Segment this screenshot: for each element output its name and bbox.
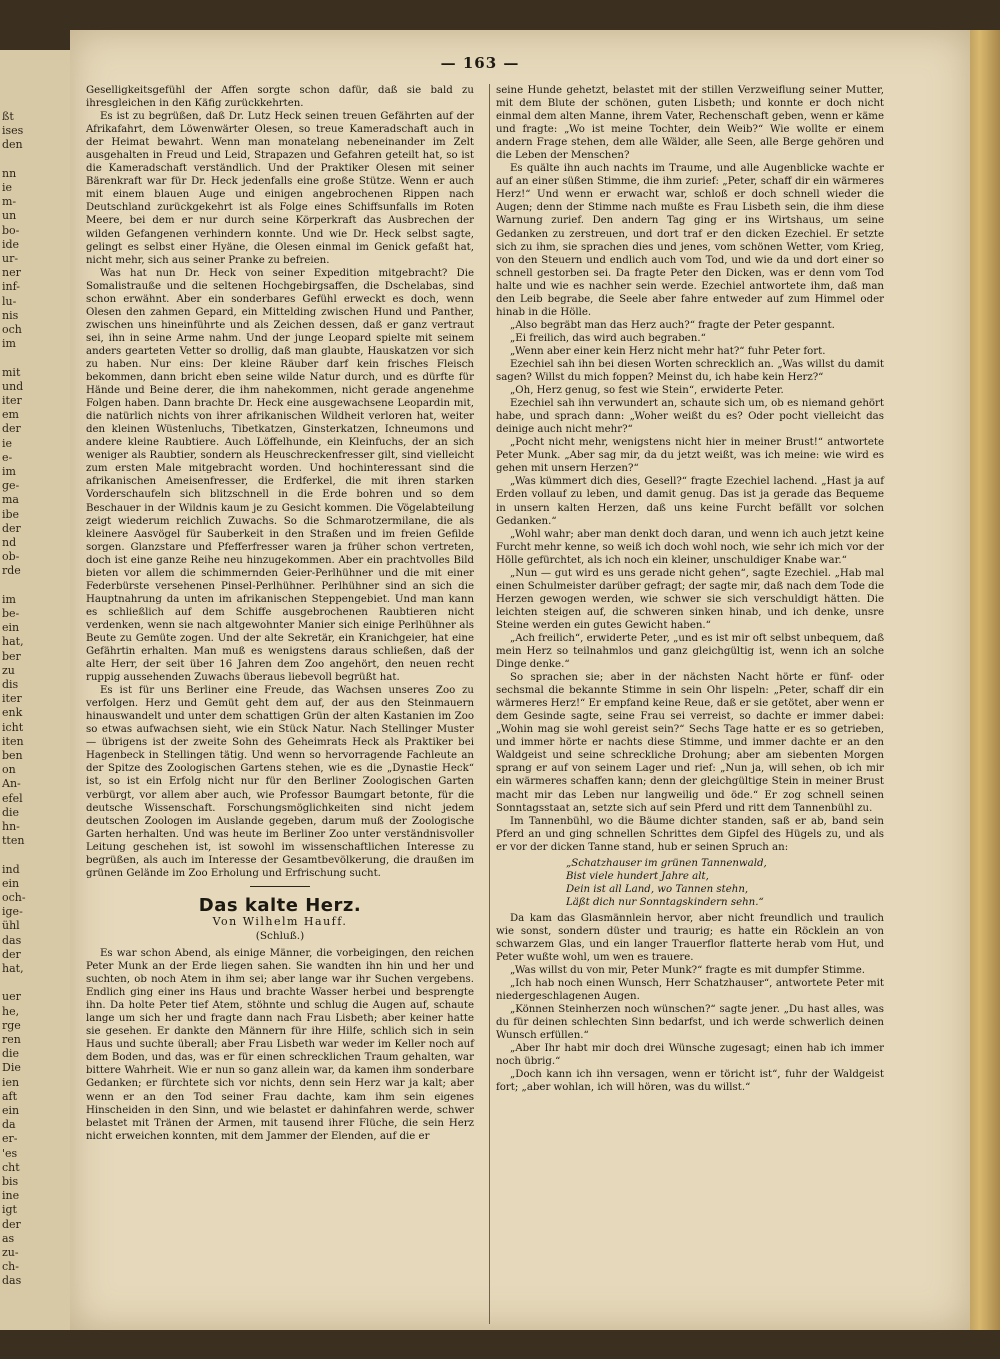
margin-fragment: ien bbox=[2, 1075, 20, 1089]
paragraph: „Können Steinherzen noch wünschen?“ sagte jener. „Du hast alles, was du für deinen schlechten Sinn bedarfst, und ich werde schwerlich deinen Wunsch erfüllen.“ bbox=[496, 1004, 884, 1042]
margin-fragment: ur- bbox=[2, 252, 19, 265]
margin-fragment: ch- bbox=[2, 1260, 19, 1274]
margin-fragment: ibe bbox=[2, 507, 20, 521]
margin-fragment: An- bbox=[2, 777, 21, 791]
verse-line: „Schatzhauser im grünen Tannenwald, bbox=[566, 857, 767, 869]
margin-fragment: die bbox=[2, 1047, 20, 1061]
margin-fragment: och bbox=[2, 323, 22, 336]
paragraph: „Ach freilich“, erwiderte Peter, „und es ist mir oft selbst unbequem, daß mein Herz so teilnahmlos und ganz gleichgültig ist, wenn ich an solche Dinge denke.“ bbox=[496, 632, 884, 671]
column-divider bbox=[489, 84, 490, 1324]
margin-fragment: aft bbox=[2, 1089, 18, 1103]
margin-fragment: ßt bbox=[2, 110, 14, 123]
margin-fragment: hn- bbox=[2, 820, 20, 833]
margin-fragment: ie bbox=[2, 436, 13, 450]
margin-fragment: lu- bbox=[2, 294, 17, 308]
book-spine-edge bbox=[966, 30, 1000, 1330]
paragraph: So sprachen sie; aber in der nächsten Nacht hörte er fünf- oder sechsmal die bekannte Stimme in sein Ohr lispeln: „Peter, schaff dir ein wärmeres Herz!“ Er empfand keine Reue, daß er sie getötet, aber wenn er dem Gesinde sagte, seine Frau sei verreist, so dachte er immer dabei: „Wohin mag sie wohl gereist sein?“ Sechs Tage hatte er es so getrieben, und immer hörte er nachts diese Stimme, und immer dachte er an den Waldgeist und seine schreckliche Drohung; aber am siebenten Morgen sprang er auf von seinem Lager und rief: „Nun ja, will sehen, ob ich mir ein wärmeres schaffen kann; denn der gleichgültige Stein in meiner Brust macht mir das Leben nur langweilig und öde.“ Er zog schnell seinen Sonntagsstaat an, setzte sich auf sein Pferd und ritt dem Tannenbühl zu. bbox=[496, 672, 884, 814]
margin-fragment: as bbox=[2, 1231, 15, 1245]
margin-fragment: er- bbox=[2, 1132, 18, 1146]
margin-fragment: iten bbox=[2, 734, 24, 748]
margin-fragment: ige- bbox=[2, 905, 23, 919]
verse-line: Bist viele hundert Jahre alt, bbox=[566, 870, 709, 882]
margin-fragment: uer bbox=[2, 990, 21, 1004]
left-column-story-text bbox=[86, 947, 474, 1143]
margin-fragment: enk bbox=[2, 706, 23, 720]
margin-fragment: dis bbox=[2, 678, 19, 691]
paragraph: „Aber Ihr habt mir doch drei Wünsche zugesagt; einen hab ich immer noch übrig.“ bbox=[496, 1043, 884, 1068]
margin-fragment: mit bbox=[2, 365, 21, 379]
margin-fragment: und bbox=[2, 379, 24, 393]
margin-fragment: ises bbox=[2, 124, 24, 138]
margin-fragment: der bbox=[2, 1217, 21, 1231]
margin-fragment: der bbox=[2, 947, 21, 961]
paragraph: „Also begräbt man das Herz auch?“ fragte der Peter gespannt. bbox=[510, 319, 835, 331]
left-column bbox=[86, 84, 474, 1143]
margin-fragment: zu- bbox=[2, 1246, 19, 1259]
margin-fragment: das bbox=[2, 1274, 22, 1288]
margin-fragment: e- bbox=[2, 450, 13, 464]
margin-fragment: ner bbox=[2, 266, 21, 280]
margin-fragment: m- bbox=[2, 195, 17, 209]
right-column bbox=[496, 84, 884, 1094]
paragraph: Was hat nun Dr. Heck von seiner Expedition mitgebracht? Die Somalistrauße und die seltenen Hochgebirgsaffen, die Dschelabas, sind schon erwähnt. Aber ein sonderbares Gefühl erweckt es doch, wenn Olesen den zahmen Gepard, ein Mittelding zwischen Hund und Panther, zwischen uns hineinführte und als Zeichen dessen, daß er ganz vertraut sei, ihn in seine Arme nahm. Und der junge Leopard spielte mit seinem anders gearteten Vetter so drollig, daß man glaubte, Hauskatzen vor sich zu haben. Nur eins: Der kleine Räuber darf kein frisches Fleisch bekommen, dann bricht eben seine wilde Natur durch, und es dürfte für Hände und Beine derer, die ihm nahekommen, nicht gerade angenehme Folgen haben. Dann brachte Dr. Heck eine ausgewachsene Leopardin mit, die natürlich nichts von ihrer afrikanischen Wildheit verloren hat, weiter den kleinen Wüstenluchs, Tibetkatzen, Ginsterkatzen, Ichneumons und andere kleine Raubtiere. Auch Löffelhunde, ein Kleinfuchs, der an sich weniger als Raubtier, sondern als Heuschreckenfresser gilt, sind vielleicht zum ersten Male mitgebracht worden. Und hochinteressant sind die afrikanischen Ameisenfresser, die Erdferkel, die mit ihren starken Vorderschaufeln sich blitzschnell in die Erde bohren und so dem Beschauer in der Wildnis kaum je zu Gesicht kommen. Die Vögelabteilung zeigt wiederum reichlich Zuwachs. So die Schmarotzermilane, die als kleinere Aasvögel für Sauberkeit in den Straßen und im freien Gefilde sorgen. Glanzstare und Pfefferfresser waren ja früher schon vertreten, doch ist eine ganze Reihe neu hinzugekommen. Aber ein prachtvolles Bild bieten vor allem die schimmernden Geier-Perlhühner und die mit einer Federbürste versehenen Pinsel-Perlhühner. Perlhühner sind an sich die Hauptnahrung da unten im afrikanischen Steppengebiet. Und man kann es schließlich auf dem Schiffe ausgebrochenen Raubtieren nicht verdenken, wenn sie nach altgewohnter Manier sich einige Perlhühner als Beute zu Gemüte zogen. Und der alte Sekretär, ein Kranichgeier, hat eine Gefährtin erhalten. Man muß es wenigstens daraus schließen, daß der alte Herr, der seit über 16 Jahren dem Zoo angehört, den neuen recht ruppig aussehenden Zuwachs überaus liebevoll begrüßt hat. bbox=[86, 267, 474, 684]
story-continuation-note: (Schluß.) bbox=[255, 929, 305, 942]
margin-fragment: ein bbox=[2, 1104, 20, 1117]
margin-fragment: Die bbox=[2, 1061, 21, 1075]
margin-fragment: igt bbox=[2, 1203, 17, 1217]
paragraph: „Doch kann ich ihn versagen, wenn er töricht ist“, fuhr der Waldgeist fort; „aber wohlan, ich will hören, was du willst.“ bbox=[496, 1069, 884, 1094]
margin-fragment: nn bbox=[2, 166, 17, 180]
paragraph: „Pocht nicht mehr, wenigstens nicht hier in meiner Brust!“ antwortete Peter Munk. „Aber sag mir, da du jetzt weißt, was ich meine: wie wird es gehen mit unsern Herzen?“ bbox=[496, 437, 884, 475]
right-column-story-dialogue bbox=[496, 912, 884, 1095]
paragraph: Es ist für uns Berliner eine Freude, das Wachsen unseres Zoo zu verfolgen. Herz und Gemüt geht dem auf, der aus den Steinmauern hinauswandelt und unter dem schattigen Grün der alten Kastanien im Zoo so etwas aufwachsen sieht, wie ein Stück Natur. Nach Stellinger Muster — übrigens ist der zweite Sohn des Geheimrats Heck als Praktiker bei Hagenbeck in Stellingen tätig. Und wenn so hervorragende Fachleute an der Spitze des Zoologischen Gartens stehen, wie es die „Dynastie Heck“ ist, so ist ein Erfolg nicht nur für den Berliner Zoologischen Garten verbürgt, vor allem aber auch, wie Professor Baumgart betonte, für die deutsche Wissenschaft. Forschungsmöglichkeiten sind nicht jedem deutschen Zoologen im Auslande gegeben, darum muß der Zoologische Garten herhalten. Und was heute im Berliner Zoo unter verständnisvoller Leitung geschehen ist, ist sowohl im wissenschaftlichen Interesse zu begrüßen, als auch im Interesse der Gesamtbevölkerung, die draußen im grünen Gelände im Zoo Erholung und Erfrischung sucht. bbox=[86, 685, 474, 879]
margin-fragment: hat, bbox=[2, 962, 24, 975]
right-column-story-text bbox=[496, 84, 884, 854]
margin-fragment: im bbox=[2, 592, 16, 606]
paragraph: „Wohl wahr; aber man denkt doch daran, und wenn ich auch jetzt keine Furcht mehr kenne, so weiß ich doch wohl noch, wie sehr ich mich vor der Hölle gefürchtet, als ich noch ein kleiner, unschuldiger Knabe war.“ bbox=[496, 528, 884, 566]
paragraph: Im Tannenbühl, wo die Bäume dichter standen, saß er ab, band sein Pferd an und ging schnellen Schrittes dem Gipfel des Hügels zu, und als er vor der dicken Tanne stand, hub er seinen Spruch an: bbox=[496, 815, 884, 853]
story-author: Von Wilhelm Hauff. bbox=[212, 914, 348, 928]
margin-fragment: im bbox=[2, 337, 16, 351]
paragraph: Ezechiel sah ihn bei diesen Worten schrecklich an. „Was willst du damit sagen? Willst du mich foppen? Meinst du, ich habe kein Herz?“ bbox=[496, 358, 884, 384]
paragraph: Geselligkeitsgefühl der Affen sorgte schon dafür, daß sie bald zu ihresgleichen in den Käfig zurückkehrten. bbox=[86, 85, 474, 110]
margin-fragment: iter bbox=[2, 692, 22, 706]
margin-fragment: da bbox=[2, 1118, 16, 1132]
margin-fragment: rge bbox=[2, 1018, 21, 1032]
margin-fragment: iter bbox=[2, 394, 22, 407]
margin-fragment: nd bbox=[2, 536, 17, 549]
margin-fragment: ühl bbox=[2, 919, 20, 933]
margin-fragment: ie bbox=[2, 181, 13, 194]
section-divider-rule bbox=[250, 886, 310, 887]
previous-page-edge bbox=[0, 50, 80, 1330]
margin-fragment: be- bbox=[2, 607, 20, 620]
margin-fragment: 'es bbox=[2, 1146, 18, 1160]
margin-fragment: die bbox=[2, 805, 20, 819]
margin-fragment: bis bbox=[2, 1175, 19, 1188]
paragraph: Ezechiel sah ihn verwundert an, schaute sich um, ob es niemand gehört habe, und sprach dann: „Woher weißt du es? Oder pocht vielleicht das deinige auch nicht mehr?“ bbox=[496, 398, 884, 436]
paragraph: Da kam das Glasmännlein hervor, aber nicht freundlich und traulich wie sonst, sondern düster und traurig; es hatte ein Röcklein an von schwarzem Glas, und ein langer Trauerflor flatterte herab vom Hut, und Peter wußte wohl, um wen es trauere. bbox=[496, 912, 884, 963]
paragraph: „Oh, Herz genug, so fest wie Stein“, erwiderte Peter. bbox=[510, 385, 784, 397]
left-column-article bbox=[86, 84, 474, 880]
margin-fragment: on bbox=[2, 763, 16, 777]
margin-fragment: bo- bbox=[2, 223, 20, 237]
margin-fragment: cht bbox=[2, 1160, 20, 1174]
margin-fragment: ma bbox=[2, 493, 19, 507]
margin-fragment: ben bbox=[2, 749, 23, 762]
margin-fragment: icht bbox=[2, 720, 24, 734]
margin-fragment: em bbox=[2, 408, 19, 422]
verse-line: Läßt dich nur Sonntagskindern sehn.“ bbox=[566, 896, 764, 908]
margin-fragment: nis bbox=[2, 308, 19, 322]
paragraph: „Nun — gut wird es uns gerade nicht gehen“, sagte Ezechiel. „Hab mal einen Schulmeister darüber gefragt; der sagte mir, daß nach dem Tode die Herzen gewogen werden, wie schwer sie sich verschuldigt hätten. Die leichten steigen auf, die schweren sinken hinab, und ich denke, unsre Steine werden ein gutes Gewicht haben.“ bbox=[496, 567, 884, 631]
margin-fragment: ein bbox=[2, 876, 20, 890]
paragraph: Es war schon Abend, als einige Männer, die vorbeigingen, den reichen Peter Munk an der Erde liegen sahen. Sie wandten ihn hin und her und suchten, ob noch Atem in ihm sei; aber lange war ihr Suchen vergebens. Endlich ging einer ins Haus und brachte Wasser herbei und besprengte ihn. Da holte Peter tief Atem, stöhnte und schlug die Augen auf, schaute lange um sich her und fragte dann nach Frau Lisbeth; aber keiner hatte sie gesehen. Er dankte den Männern für ihre Hilfe, schlich sich in sein Haus und suchte überall; aber Frau Lisbeth war weder im Keller noch auf dem Boden, und das, was er für einen schrecklichen Traum gehalten, war bittere Wahrheit. Wie er nun so ganz allein war, da kamen ihm sonderbare Gedanken; er fürchtete sich vor nichts, denn sein Herz war ja kalt; aber wenn er an den Tod seiner Frau dachte, kam ihm sein eigenes Hinscheiden in den Sinn, und wie belastet er dahinfahren werde, schwer belastet mit Tränen der Armen, mit tausend ihrer Flüche, die sein Herz nicht erweichen konnten, mit dem Jammer der Elenden, auf die er bbox=[86, 948, 474, 1142]
paragraph: Es ist zu begrüßen, daß Dr. Lutz Heck seinen treuen Gefährten auf der Afrikafahrt, dem Löwenwärter Olesen, so treue Kameradschaft auch in der Heimat bewahrt. Wenn man monatelang nebeneinander im Zelt ausgehalten in Freud und Leid, Strapazen und Gefahren geteilt hat, so ist die Kameradschaft verständlich. Und der Praktiker Olesen mit seiner Bärenkraft war für Dr. Heck jedenfalls eine große Stütze. Wenn er auch mit einem blauen Auge und einigen angebrochenen Rippen nach Deutschland zurückgekehrt ist als Folge eines Schiffsunfalls im Roten Meere, bei dem er nur durch seine Körperkraft das Ausbrechen der wilden Gefangenen verhindern konnte. Und wie Dr. Heck selbst sagte, gelingt es selbst einer Hyäne, die Olesen einmal im Genick gefaßt hat, nicht mehr, sich aus seiner Pranke zu befreien. bbox=[86, 111, 474, 266]
margin-fragment: ren bbox=[2, 1033, 21, 1046]
margin-fragment: ob- bbox=[2, 550, 20, 564]
margin-fragment: der bbox=[2, 521, 21, 535]
margin-fragment: das bbox=[2, 933, 22, 947]
margin-fragment: den bbox=[2, 138, 23, 152]
margin-fragment: he, bbox=[2, 1004, 20, 1018]
paragraph: „Ei freilich, das wird auch begraben.“ bbox=[510, 332, 706, 344]
paragraph: Es quälte ihn auch nachts im Traume, und alle Augenblicke wachte er auf an einer süßen Stimme, die ihm zurief: „Peter, schaff dir ein wärmeres Herz!“ Und wenn er erwacht war, schloß er doch schnell wieder die Augen; denn der Stimme nach mußte es Frau Lisbeth sein, die ihm diese Warnung zurief. Den andern Tag ging er ins Wirtshaus, um seine Gedanken zu zerstreuen, und dort traf er den dicken Ezechiel. Er setzte sich zu ihm, sie sprachen dies und jenes, vom schönen Wetter, vom Krieg, von den Steuern und endlich auch vom Tod, und wie da und dort einer so schnell gestorben sei. Da fragte Peter den Dicken, was er denn vom Tod halte und wie es nachher sein werde. Ezechiel antwortete ihm, daß man den Leib begrabe, die Seele aber fahre entweder auf zum Himmel oder hinab in die Hölle. bbox=[496, 163, 884, 318]
margin-fragment: inf- bbox=[2, 280, 20, 294]
margin-fragment: rde bbox=[2, 564, 21, 578]
margin-fragment: och- bbox=[2, 891, 26, 904]
margin-fragment: un bbox=[2, 209, 17, 223]
story-title: Das kalte Herz. bbox=[198, 894, 362, 916]
verse-spell bbox=[496, 857, 884, 909]
paragraph: „Ich hab noch einen Wunsch, Herr Schatzhauser“, antwortete Peter mit niedergeschlagenen Augen. bbox=[496, 978, 884, 1003]
margin-fragment: ine bbox=[2, 1189, 20, 1203]
paragraph: „Was willst du von mir, Peter Munk?“ fragte es mit dumpfer Stimme. bbox=[510, 964, 865, 976]
margin-fragment: ide bbox=[2, 237, 20, 251]
margin-fragment: im bbox=[2, 465, 16, 478]
margin-fragment: hat, bbox=[2, 635, 24, 649]
margin-fragment: ind bbox=[2, 862, 20, 876]
margin-fragment: efel bbox=[2, 791, 23, 805]
margin-fragment: zu bbox=[2, 663, 15, 677]
paragraph: seine Hunde gehetzt, belastet mit der stillen Verzweiflung seiner Mutter, mit dem Blute der schönen, guten Lisbeth; und konnte er doch nicht einmal dem alten Manne, ihrem Vater, Rechenschaft geben, wenn er käme und fragte: „Wo ist meine Tochter, dein Weib?“ Wie wollte er einem andern Frage stehen, dem alle Wälder, alle Seen, alle Berge gehören und die Leben der Menschen? bbox=[496, 85, 884, 162]
margin-fragment: der bbox=[2, 422, 21, 436]
page-number: — 163 — bbox=[440, 54, 520, 72]
paragraph: „Was kümmert dich dies, Gesell?“ fragte Ezechiel lachend. „Hast ja auf Erden vollauf zu leben, und damit genug. Das ist ja gerade das Bequeme in unsern kalten Herzen, daß uns keine Furcht befällt vor solchen Gedanken.“ bbox=[496, 476, 884, 527]
margin-fragment: ein bbox=[2, 621, 20, 635]
margin-fragment: ber bbox=[2, 649, 21, 663]
verse-line: Dein ist all Land, wo Tannen stehn, bbox=[566, 883, 749, 895]
paragraph: „Wenn aber einer kein Herz nicht mehr hat?“ fuhr Peter fort. bbox=[510, 345, 826, 357]
margin-fragment: tten bbox=[2, 834, 25, 848]
margin-fragment: ge- bbox=[2, 479, 20, 493]
